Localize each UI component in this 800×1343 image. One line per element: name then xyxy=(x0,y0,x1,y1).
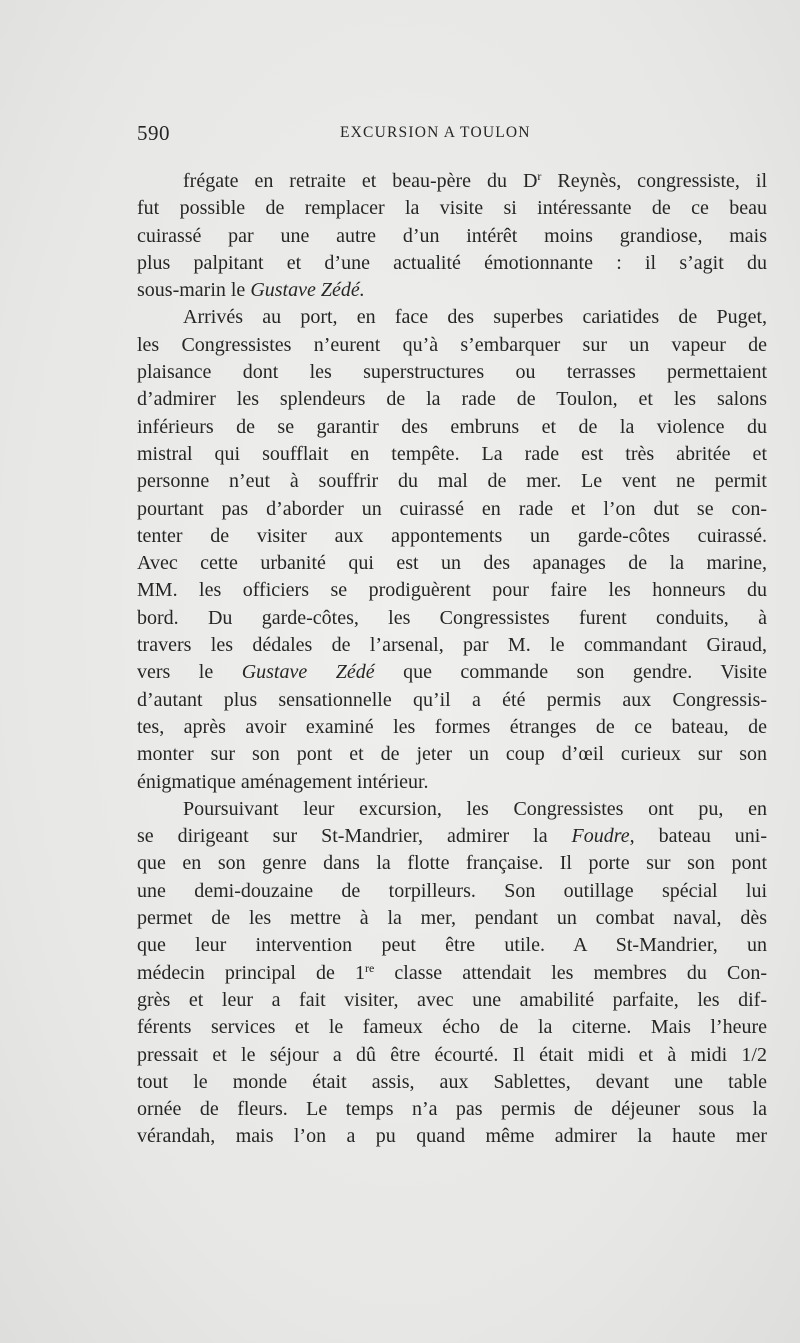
text-line: inférieurs de se garantir des embruns et de la violence du xyxy=(137,415,767,438)
text-line: vers le Gustave Zédé que commande son gendre. Visite xyxy=(137,661,767,684)
text-line: vérandah, mais l’on a pu quand même admirer la haute mer xyxy=(137,1125,767,1148)
text-line: les Congressistes n’eurent qu’à s’embarquer sur un vapeur de xyxy=(137,333,767,356)
italic-title: Gustave Zédé xyxy=(241,661,375,684)
text-line: tout le monde était assis, aux Sablettes, devant une table xyxy=(137,1070,767,1093)
text-line: se dirigeant sur St-Mandrier, admirer la Foudre, bateau uni- xyxy=(137,825,767,848)
text-line: sous-marin le Gustave Zédé. xyxy=(137,279,365,302)
text-line: férents services et le fameux écho de la citerne. Mais l’heure xyxy=(137,1016,767,1039)
page-number: 590 xyxy=(137,121,170,145)
text-line: mistral qui soufflait en tempête. La rade est très abritée et xyxy=(137,442,767,465)
text-line: pourtant pas d’aborder un cuirassé en rade et l’on dut se con- xyxy=(137,497,767,520)
text-line: Avec cette urbanité qui est un des apanages de la marine, xyxy=(137,552,767,575)
text-line: cuirassé par une autre d’un intérêt moins grandiose, mais xyxy=(137,224,767,247)
superscript: re xyxy=(364,960,375,975)
superscript: r xyxy=(537,169,542,183)
text-line: ornée de fleurs. Le temps n’a pas permis de déjeuner sous la xyxy=(137,1098,767,1121)
text-line: Arrivés au port, en face des superbes cariatides de Puget, xyxy=(183,306,767,329)
body-text xyxy=(137,168,767,1151)
running-head: EXCURSION A TOULON xyxy=(340,124,531,141)
paragraph xyxy=(137,796,767,1151)
text-line: plus palpitant et d’une actualité émotionnante : il s’agit du xyxy=(137,251,767,274)
italic-title: Foudre xyxy=(571,825,630,848)
text-line: fut possible de remplacer la visite si intéressante de ce beau xyxy=(137,197,767,220)
text-line: Poursuivant leur excursion, les Congressistes ont pu, en xyxy=(183,797,767,820)
text-line: d’autant plus sensationnelle qu’il a été permis aux Congressis- xyxy=(137,688,767,711)
text-line: tenter de visiter aux appontements un garde-côtes cuirassé. xyxy=(137,524,767,547)
text-line: tes, après avoir examiné les formes étranges de ce bateau, de xyxy=(137,715,767,738)
text-line: que leur intervention peut être utile. A St-Mandrier, un xyxy=(137,934,767,957)
text-line: d’admirer les splendeurs de la rade de Toulon, et les salons xyxy=(137,388,767,411)
text-line: MM. les officiers se prodiguèrent pour faire les honneurs du xyxy=(137,579,767,602)
text-line: permet de les mettre à la mer, pendant un combat naval, dès xyxy=(137,907,767,930)
paragraph xyxy=(137,304,767,795)
paragraph xyxy=(137,168,767,304)
text-line: médecin principal de 1re classe attendait les membres du Con- xyxy=(137,960,767,984)
text-line: pressait et le séjour a dû être écourté. Il était midi et à midi 1/2 xyxy=(137,1043,767,1066)
italic-title: Gustave Zédé. xyxy=(250,279,365,302)
text-line: que en son genre dans la flotte française. Il porte sur son pont xyxy=(137,852,767,875)
text-line: travers les dédales de l’arsenal, par M. le commandant Giraud, xyxy=(137,634,767,657)
text-line: plaisance dont les superstructures ou terrasses permettaient xyxy=(137,361,767,384)
text-line: bord. Du garde-côtes, les Congressistes furent conduits, à xyxy=(137,606,767,629)
text-line: une demi-douzaine de torpilleurs. Son outillage spécial lui xyxy=(137,879,767,902)
text-line: énigmatique aménagement intérieur. xyxy=(137,770,429,793)
text-line: grès et leur a fait visiter, avec une amabilité parfaite, les dif- xyxy=(137,988,767,1011)
text-line: monter sur son pont et de jeter un coup d’œil curieux sur son xyxy=(137,743,767,766)
text-line: frégate en retraite et beau-père du $D^r$ Reynès, congressiste, il xyxy=(183,169,767,192)
text-line: personne n’eut à souffrir du mal de mer. Le vent ne permit xyxy=(137,470,767,493)
